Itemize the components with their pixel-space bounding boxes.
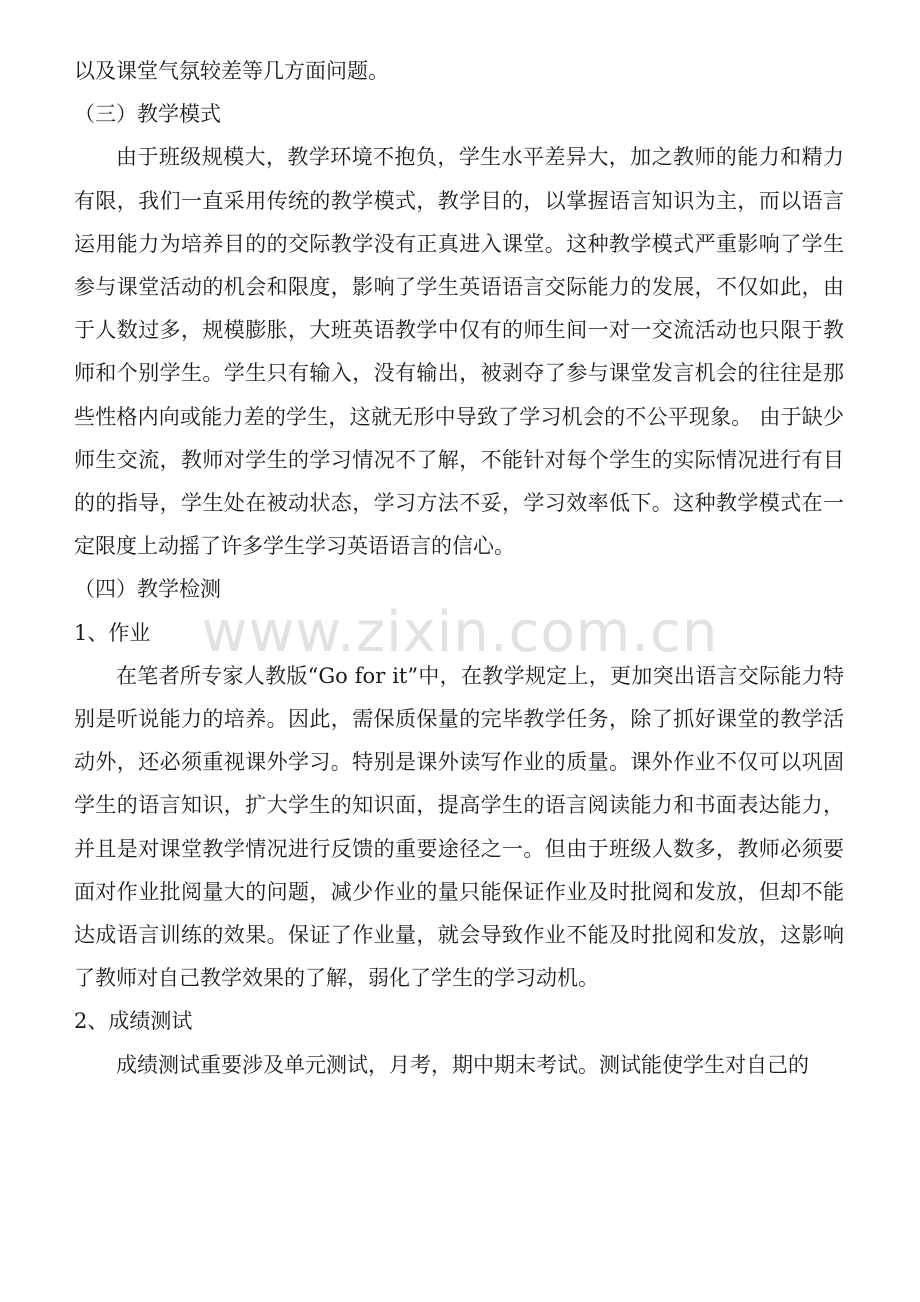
subheading-homework: 1、作业 xyxy=(74,620,151,645)
watermark: www.zixin.com.cn xyxy=(201,600,719,665)
paragraph-homework: 在笔者所专家人教版“Go for it”中，在教学规定上，更加突出语言交际能力特别是听说能力的培养。因此，需保质保量的完毕教学任务，除了抓好课堂的教学活动外，还必须重视课外学习。特别是课外读写作业的质量。课外作业不仅可以巩固学生的语言知识，扩大学生的知识面，提高学生的语言阅读能力和书面表达能力，并且是对课堂教学情况进行反馈的重要途径之一。但由于班级人数多，教师必须要面对作业批阅量大的问题，减少作业的量只能保证作业及时批阅和发放，但却不能达成语言训练的效果。保证了作业量，就会导致作业不能及时批阅和发放，这影响了教师对自己教学效果的了解，弱化了学生的学习动机。 xyxy=(74,663,844,991)
subheading-achievement-test: 2、成绩测试 xyxy=(74,1009,193,1034)
section-heading-teaching-mode: （三）教学模式 xyxy=(74,102,221,127)
continued-line: 以及课堂气氛较差等几方面问题。 xyxy=(74,59,389,83)
paragraph-achievement-test: 成绩测试重要涉及单元测试，月考，期中期末考试。测试能使学生对自己的 xyxy=(116,1052,809,1077)
paragraph-teaching-mode: 由于班级规模大，教学环境不抱负，学生水平差异大，加之教师的能力和精力有限，我们一直采用传统的教学模式，教学目的，以掌握语言知识为主，而以语言运用能力为培养目的的交际教学没有正真进入课堂。这种教学模式严重影响了学生参与课堂活动的机会和限度，影响了学生英语语言交际能力的发展，不仅如此，由于人数过多，规模膨胀，大班英语教学中仅有的师生间一对一交流活动也只限于教师和个别学生。学生只有输入，没有输出，被剥夺了参与课堂发言机会的往往是那些性格内向或能力差的学生，这就无形中导致了学习机会的不公平现象。 由于缺少师生交流，教师对学生的学习情况不了解，不能针对每个学生的实际情况进行有目的的指导，学生处在被动状态，学习方法不妥，学习效率低下。这种教学模式在一定限度上动摇了许多学生学习英语语言的信心。 xyxy=(74,145,844,559)
section-heading-teaching-assessment: （四）教学检测 xyxy=(74,577,221,602)
document-body xyxy=(74,50,844,1087)
